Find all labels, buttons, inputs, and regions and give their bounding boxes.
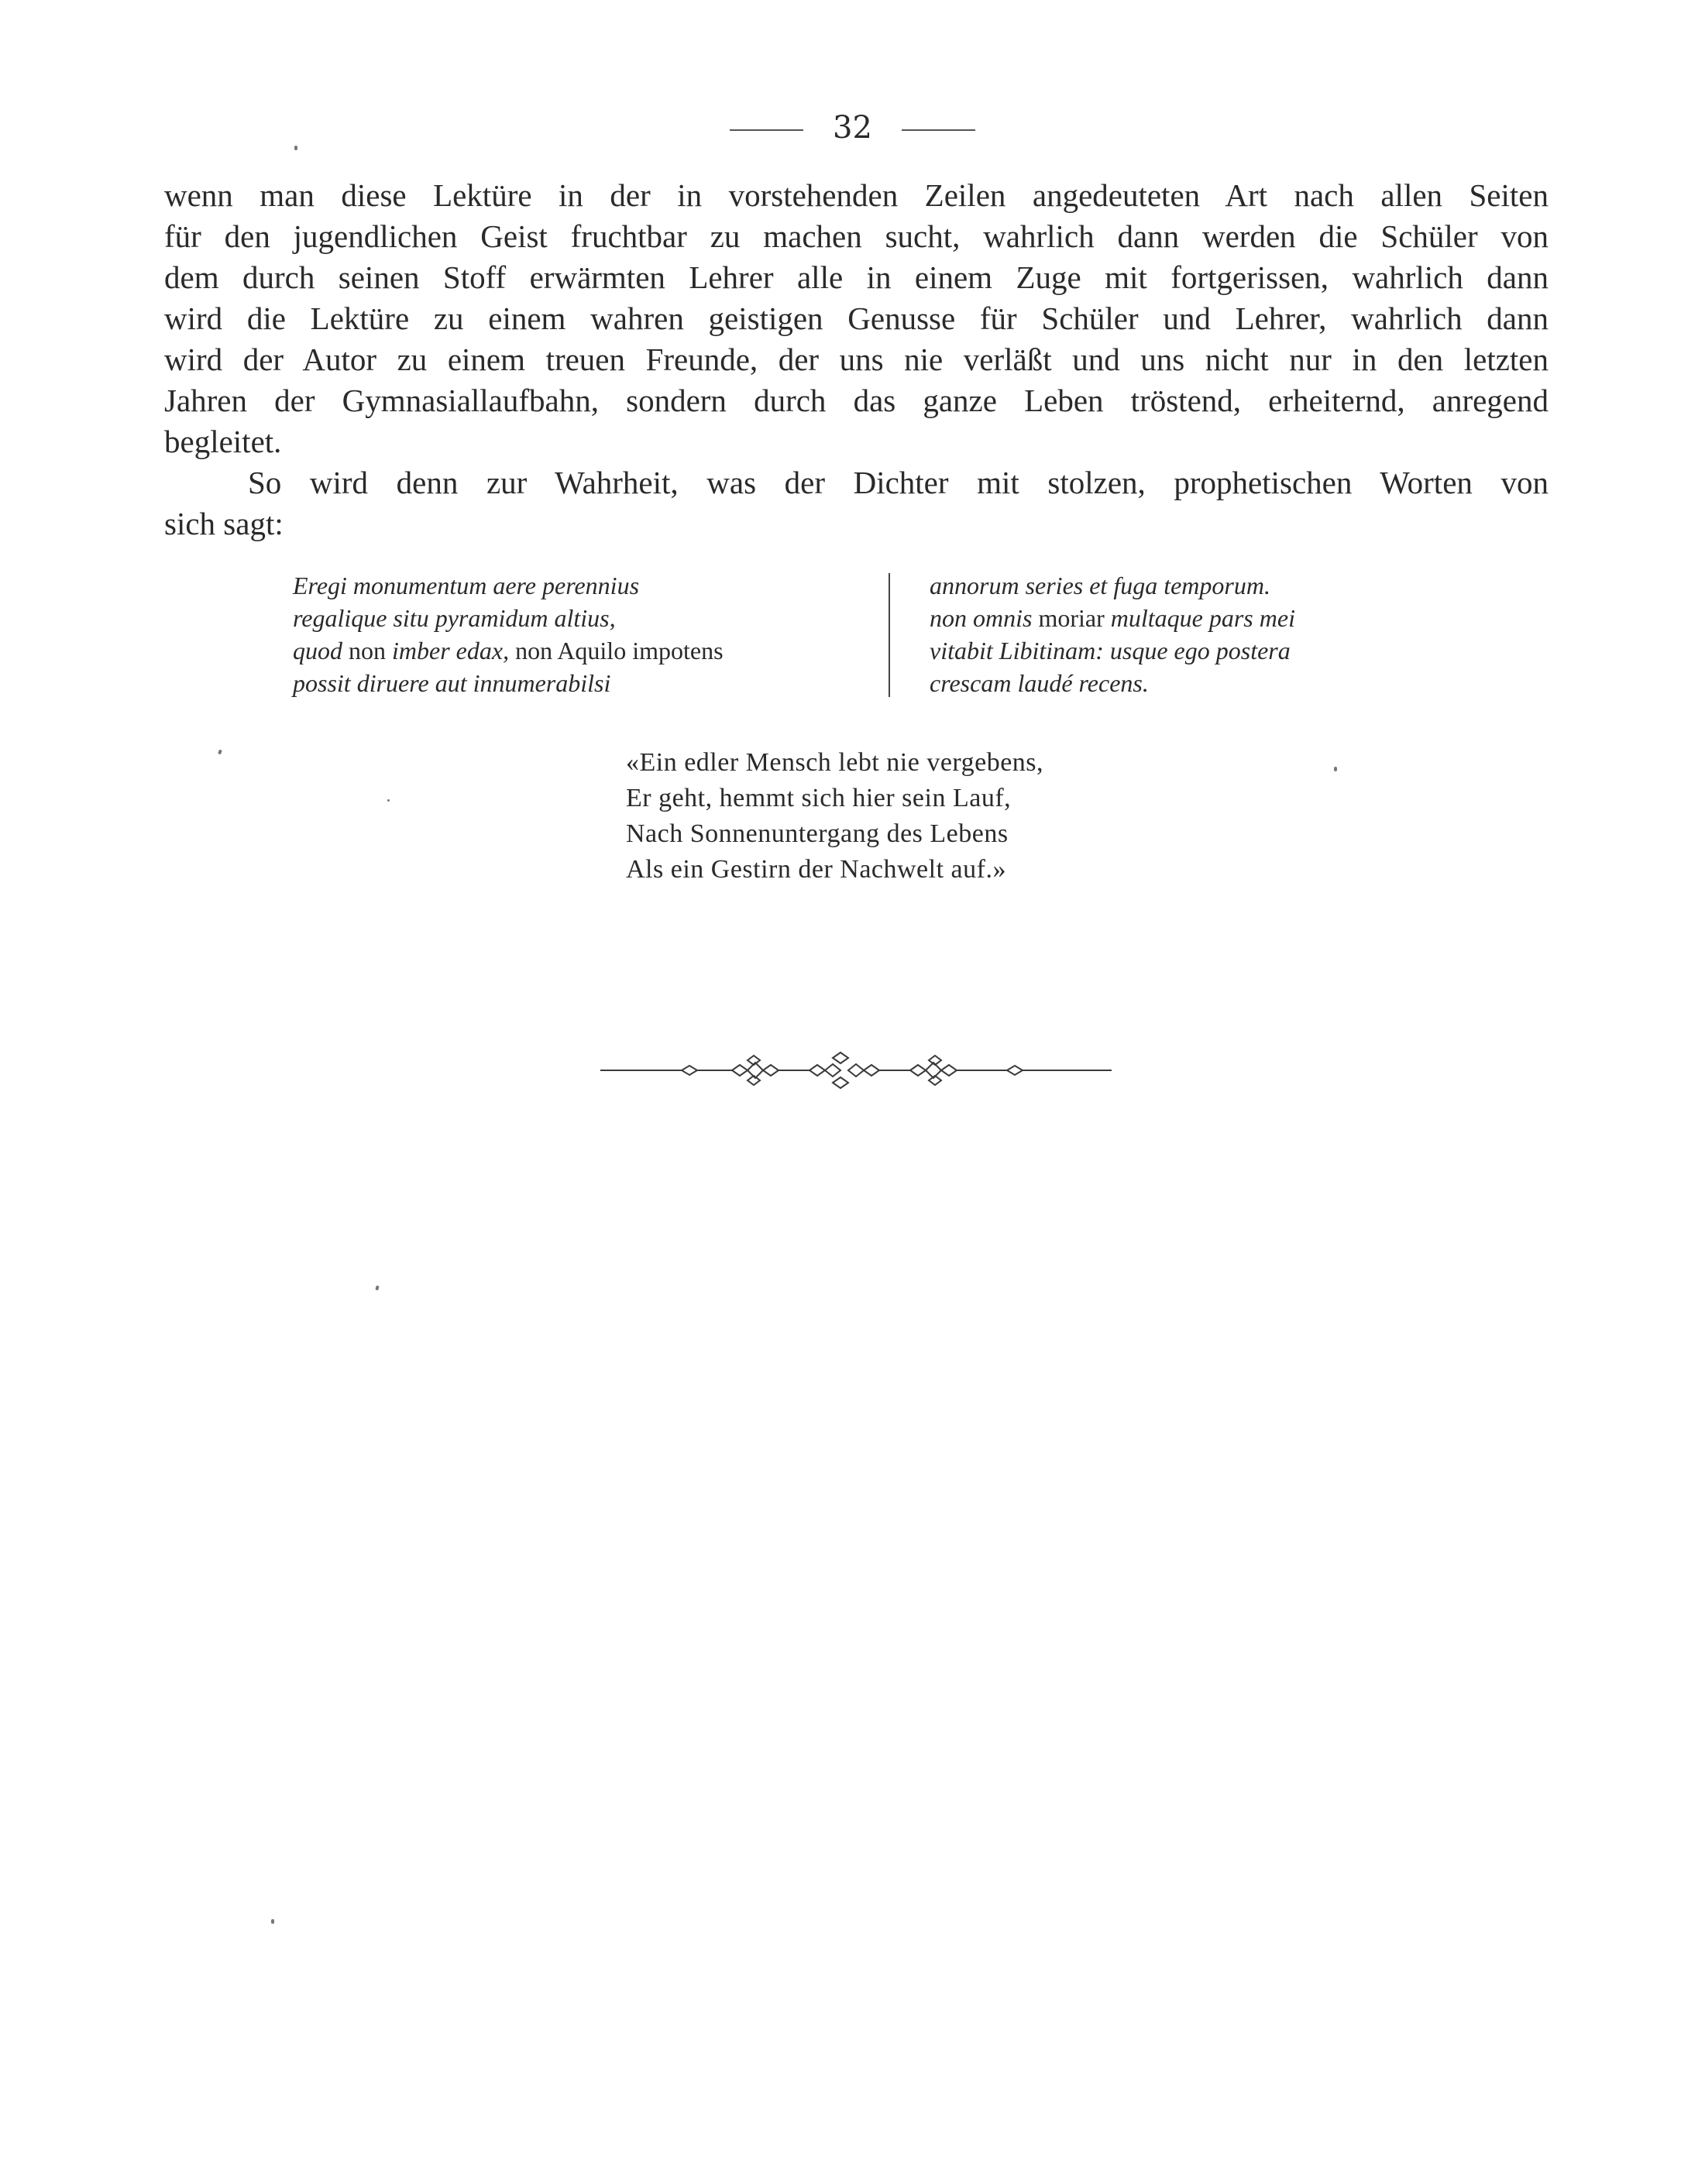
scan-speck — [294, 146, 297, 150]
verse-segment: quod — [293, 637, 342, 664]
verse-segment: vitabit Libitinam: usque ego postera — [930, 637, 1291, 664]
text-line: So wird denn zur Wahrheit, was der Dichter mit stolzen, prophetischen Worten von — [248, 465, 1549, 500]
latin-verse-line — [930, 569, 1472, 602]
header-dash-left — [730, 129, 803, 131]
page-number: 32 — [833, 110, 872, 146]
verse-segment: non Aquilo impotens — [509, 637, 724, 664]
verse-line: «Ein edler Mensch lebt nie vergebens, — [626, 748, 1044, 777]
text-line: Jahren der Gymnasiallaufbahn, sondern durch das ganze Leben tröstend, erheiternd, anregend — [164, 383, 1549, 418]
poem-column-divider — [889, 573, 890, 697]
scan-speck — [375, 1286, 379, 1291]
scan-speck — [387, 799, 390, 802]
paragraph-2 — [164, 462, 1549, 544]
header-dash-right — [902, 129, 975, 131]
paragraph-1 — [164, 175, 1549, 462]
verse-line: Als ein Gestirn der Nachwelt auf.» — [626, 855, 1006, 884]
scan-speck — [218, 749, 222, 754]
text-line: sich sagt: — [164, 506, 284, 541]
latin-verse-line — [930, 667, 1472, 699]
verse-segment: non omnis — [930, 604, 1033, 632]
latin-verse-line — [930, 634, 1472, 667]
verse-segment: Eregi monumentum aere perennius — [293, 572, 640, 599]
text-line: begleitet. — [164, 424, 282, 459]
text-line: wenn man diese Lektüre in der in vorstehenden Zeilen angedeuteten Art nach allen Seiten — [164, 177, 1549, 213]
verse-segment: non — [342, 637, 392, 664]
text-line: wird der Autor zu einem treuen Freunde, der uns nie verläßt und uns nicht nur in den letzten — [164, 342, 1549, 377]
verse-segment: regalique situ pyramidum altius, — [293, 604, 616, 632]
text-line: dem durch seinen Stoff erwärmten Lehrer alle in einem Zuge mit fortgerissen, wahrlich dann — [164, 259, 1549, 295]
verse-segment: moriar — [1032, 604, 1111, 632]
body-text — [164, 175, 1549, 544]
latin-verse-line — [930, 602, 1472, 634]
verse-line: Er geht, hemmt sich hier sein Lauf, — [626, 784, 1012, 812]
text-line: für den jugendlichen Geist fruchtbar zu machen sucht, wahrlich dann werden die Schüler von — [164, 218, 1549, 254]
latin-verse-line — [293, 634, 851, 667]
latin-verse-line — [293, 602, 851, 634]
verse-segment: annorum series et fuga temporum. — [930, 572, 1270, 599]
text-line: wird die Lektüre zu einem wahren geistigen Genusse für Schüler und Lehrer, wahrlich dann — [164, 300, 1549, 336]
scan-speck — [271, 1919, 274, 1924]
latin-verse-line — [293, 667, 851, 699]
verse-segment: crescam laudé recens. — [930, 669, 1149, 697]
latin-verse-line — [293, 569, 851, 602]
verse-segment: possit diruere aut innumerabilsi — [293, 669, 611, 697]
latin-poem-right-column — [930, 569, 1472, 699]
verse-segment: imber edax, — [392, 637, 510, 664]
latin-poem-left-column — [293, 569, 851, 699]
latin-poem — [0, 569, 1705, 709]
decorative-rule-icon — [600, 1047, 1112, 1094]
verse-segment: multaque pars mei — [1110, 604, 1295, 632]
page-header — [0, 108, 1705, 147]
german-verse — [626, 745, 1043, 888]
scan-speck — [1334, 767, 1337, 771]
verse-line: Nach Sonnenuntergang des Lebens — [626, 819, 1009, 848]
